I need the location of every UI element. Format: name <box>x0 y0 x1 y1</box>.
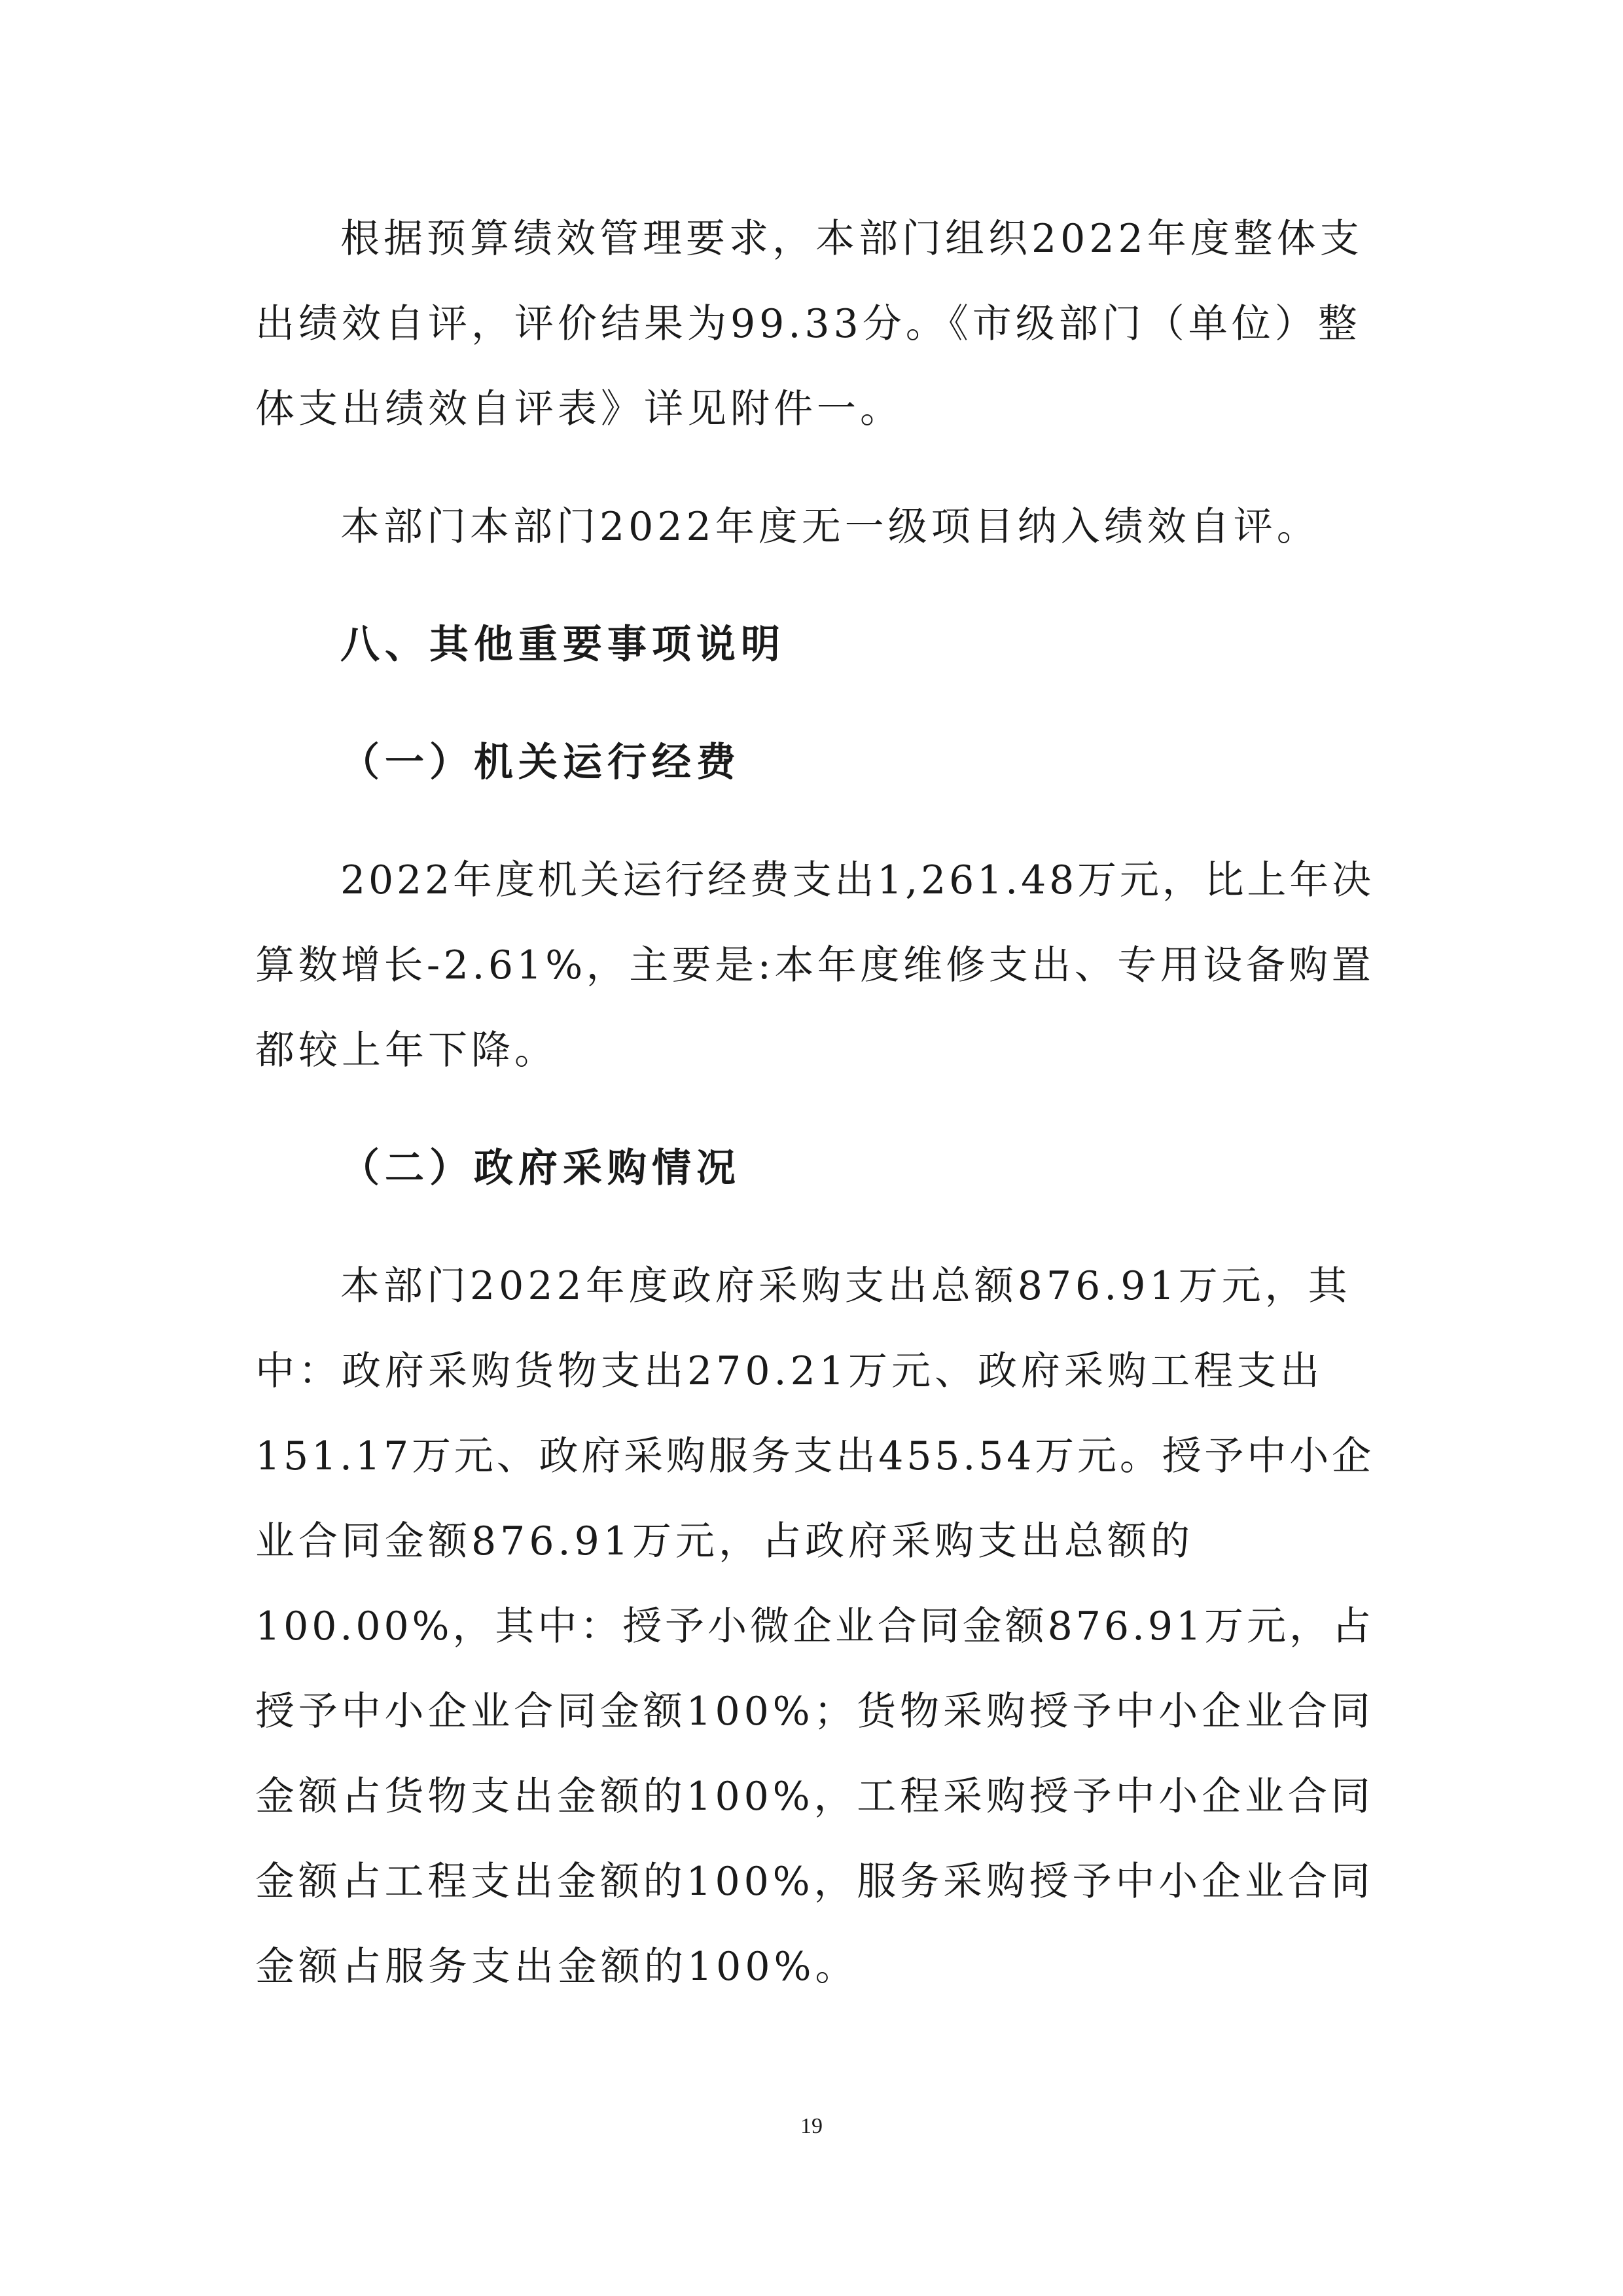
subsection-2-line-5: 100.00%，其中：授予小微企业合同金额876.91万元，占 <box>255 1604 1374 1649</box>
subsection-1-line-1: 2022年度机关运行经费支出1,261.48万元，比上年决 <box>340 857 1374 903</box>
subsection-1-line-3: 都较上年下降。 <box>255 1028 558 1073</box>
page-number: 19 <box>800 2114 823 2138</box>
subsection-2-line-2: 中：政府采购货物支出270.21万元、政府采购工程支出 <box>255 1348 1323 1394</box>
subsection-2-line-9: 金额占服务支出金额的100%。 <box>255 1944 859 1990</box>
paragraph-1-line-1: 根据预算绩效管理要求，本部门组织2022年度整体支 <box>340 216 1363 262</box>
subsection-2-heading: （二）政府采购情况 <box>340 1145 741 1191</box>
section-heading: 八、其他重要事项说明 <box>340 622 785 668</box>
paragraph-1-line-3: 体支出绩效自评表》详见附件一。 <box>255 386 903 432</box>
subsection-2-line-1: 本部门2022年度政府采购支出总额876.91万元，其 <box>340 1263 1351 1309</box>
subsection-2-line-6: 授予中小企业合同金额100%；货物采购授予中小企业合同 <box>255 1689 1374 1734</box>
paragraph-2-line-1: 本部门本部门2022年度无一级项目纳入绩效自评。 <box>340 504 1320 550</box>
subsection-2-line-7: 金额占货物支出金额的100%，工程采购授予中小企业合同 <box>255 1774 1374 1820</box>
subsection-1-heading: （一）机关运行经费 <box>340 740 741 785</box>
subsection-2-line-3: 151.17万元、政府采购服务支出455.54万元。授予中小企 <box>255 1433 1374 1479</box>
subsection-2-line-4: 业合同金额876.91万元，占政府采购支出总额的 <box>255 1518 1194 1564</box>
subsection-1-line-2: 算数增长-2.61%，主要是:本年度维修支出、专用设备购置 <box>255 942 1375 988</box>
paragraph-1-line-2: 出绩效自评，评价结果为99.33分。《市级部门（单位）整 <box>255 301 1361 347</box>
subsection-2-line-8: 金额占工程支出金额的100%，服务采购授予中小企业合同 <box>255 1859 1374 1905</box>
